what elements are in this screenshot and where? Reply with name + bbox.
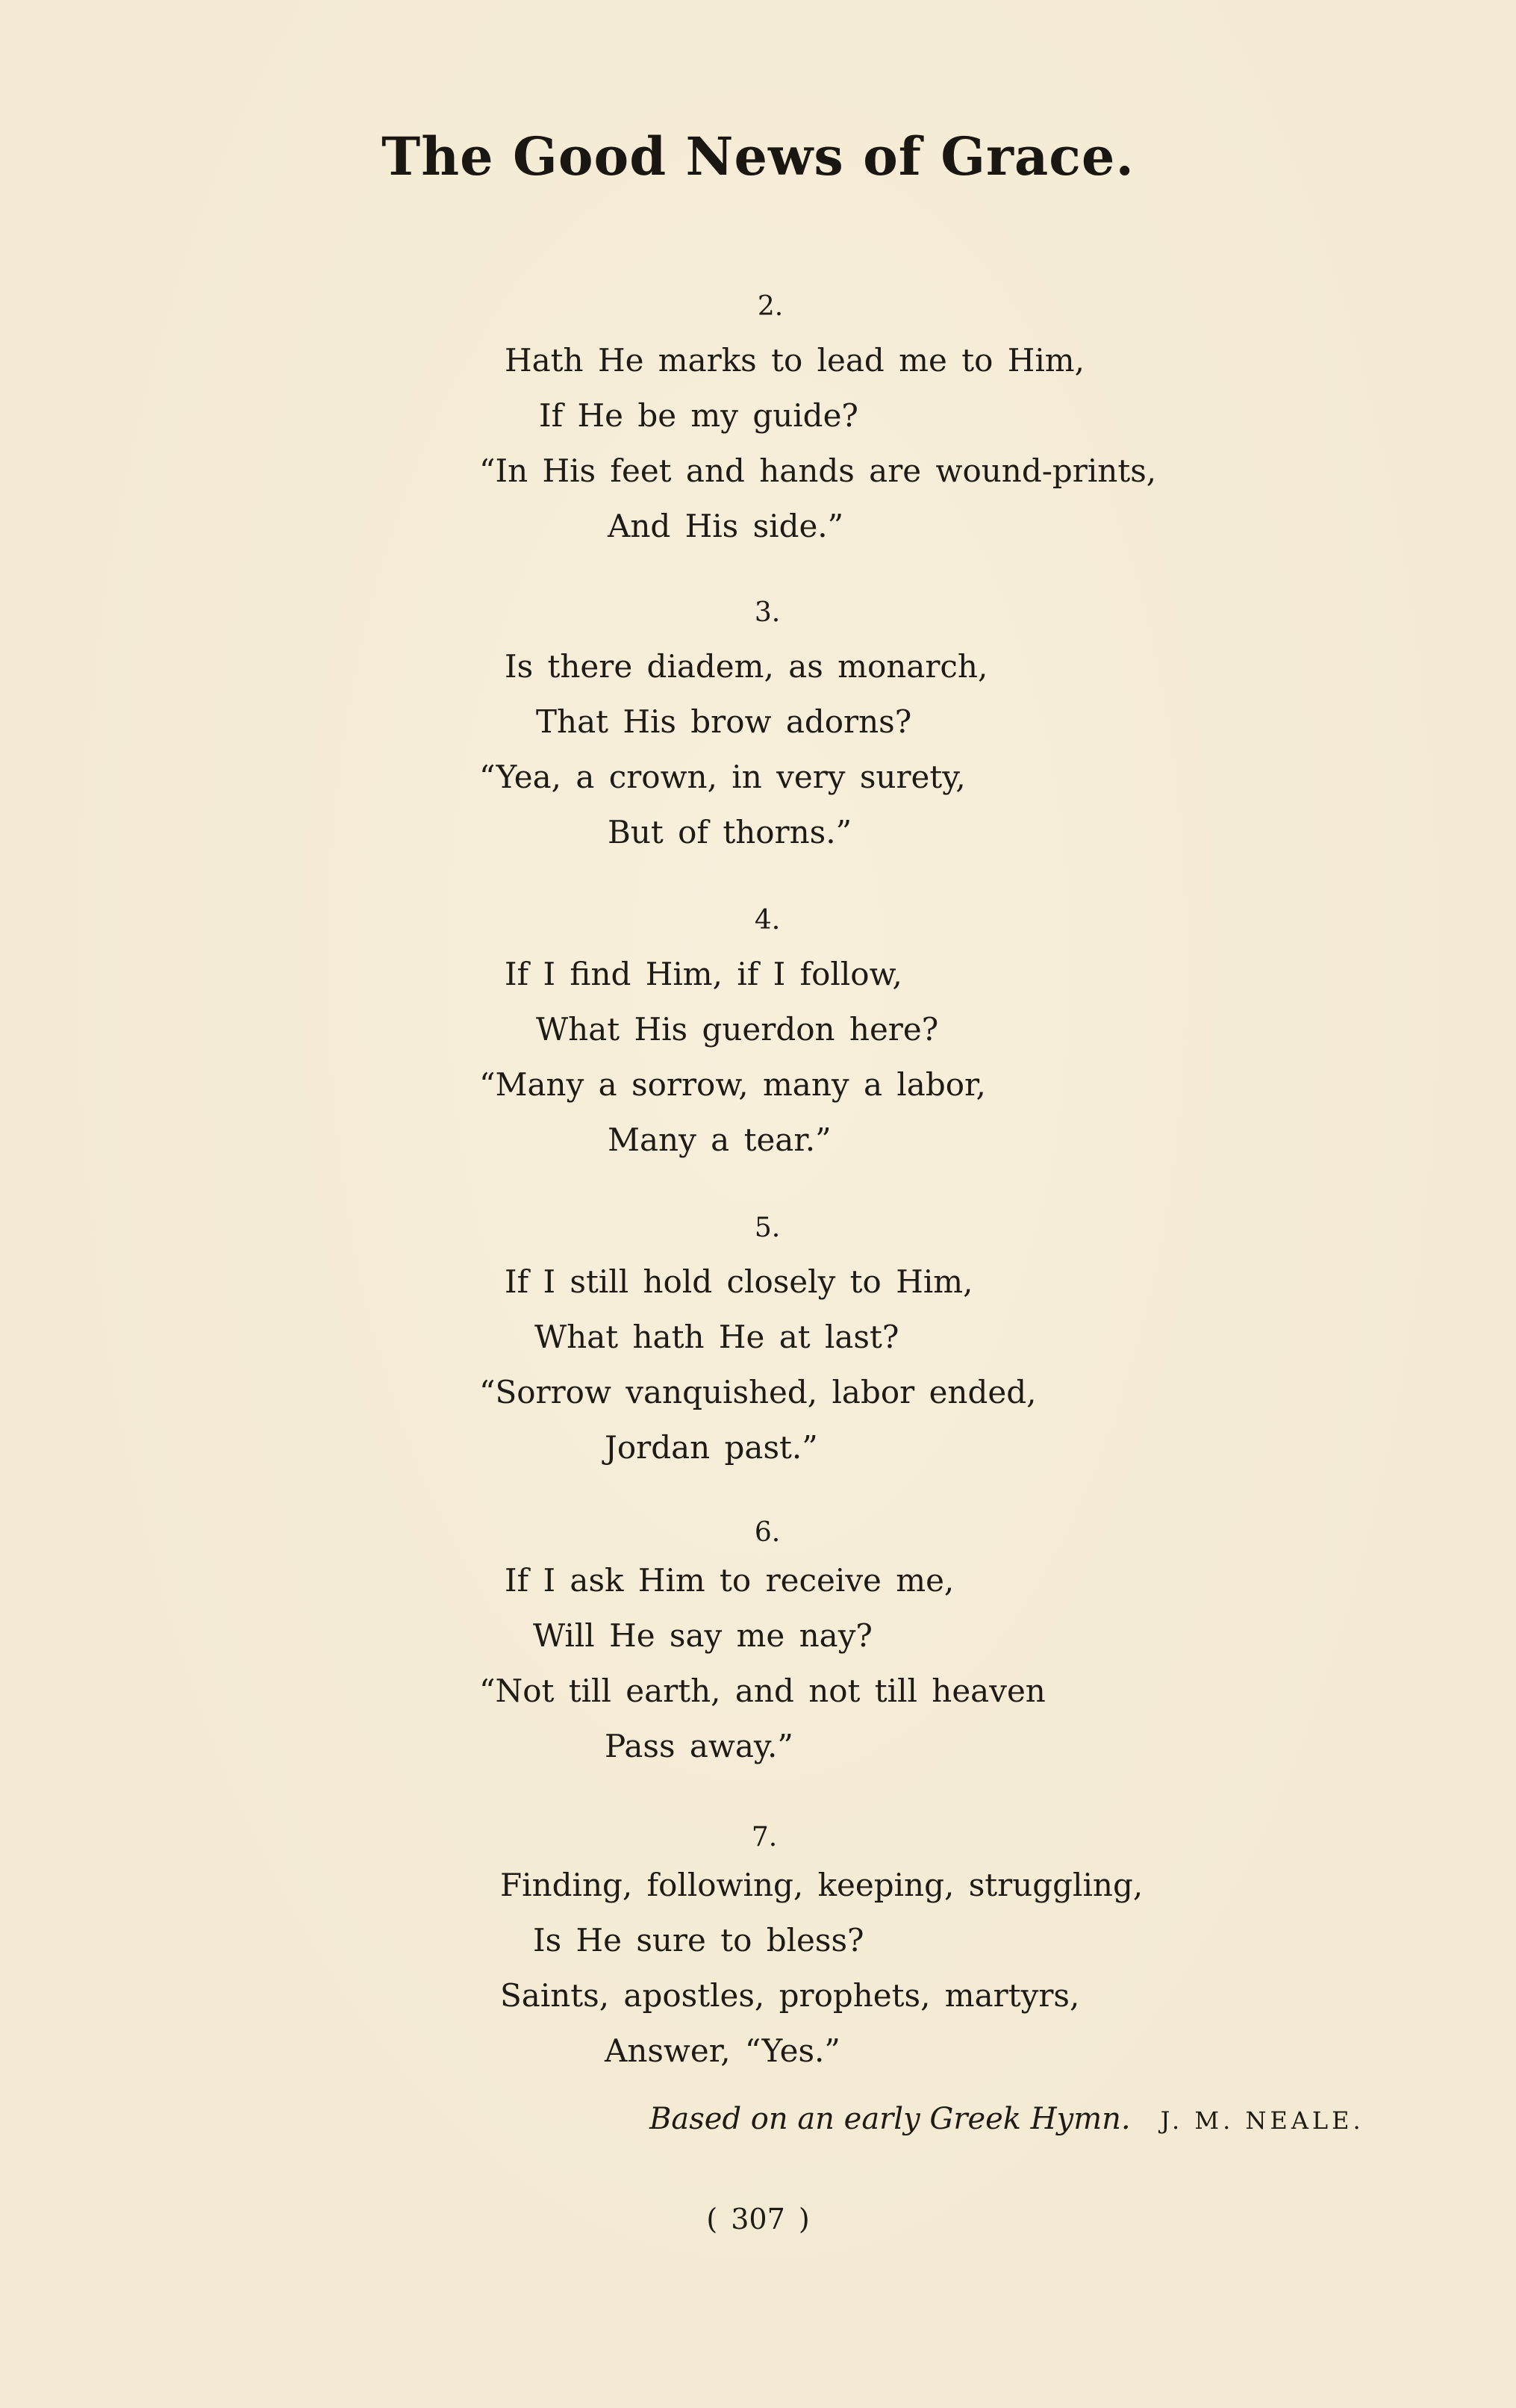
stanza-line: Finding, following, keeping, struggling, <box>500 1867 1144 1903</box>
stanza-line: Pass away.” <box>605 1728 793 1764</box>
attribution-author: J. M. NEALE. <box>1160 2106 1364 2135</box>
page-title: The Good News of Grace. <box>381 125 1135 187</box>
hymn-attribution <box>649 2102 1364 2136</box>
stanza-line: Jordan past.” <box>605 1429 818 1466</box>
stanza-line: But of thorns.” <box>608 814 852 850</box>
stanza-number: 4. <box>754 905 781 936</box>
stanza-line: And His side.” <box>608 508 844 544</box>
stanza-line: If I still hold closely to Him, <box>505 1263 973 1300</box>
stanza-line: Is there diadem, as monarch, <box>505 648 988 685</box>
stanza-number: 5. <box>754 1213 781 1243</box>
stanza-number: 6. <box>754 1517 781 1548</box>
stanza-line: Will He say me nay? <box>533 1617 873 1654</box>
stanza-line: “Not till earth, and not till heaven <box>479 1673 1046 1709</box>
stanza-line: Is He sure to bless? <box>533 1922 864 1959</box>
stanza-line: Hath He marks to lead me to Him, <box>505 342 1085 379</box>
stanza-line: “In His feet and hands are wound-prints, <box>479 452 1157 489</box>
stanza-line: “Yea, a crown, in very surety, <box>479 759 966 795</box>
stanza-line: Many a tear.” <box>608 1121 832 1158</box>
stanza-line: Saints, apostles, prophets, martyrs, <box>500 1977 1080 2014</box>
stanza-line: What hath He at last? <box>534 1319 899 1355</box>
stanza-line: Answer, “Yes.” <box>605 2032 840 2069</box>
stanza-number: 7. <box>751 1822 778 1852</box>
stanza-number: 3. <box>754 597 781 628</box>
page-number: ( 307 ) <box>706 2203 810 2236</box>
stanza-line: If I ask Him to receive me, <box>505 1562 955 1599</box>
attribution-source: Based on an early Greek Hymn. <box>649 2102 1131 2136</box>
stanza-line: What His guerdon here? <box>536 1011 939 1048</box>
stanza-line: “Sorrow vanquished, labor ended, <box>479 1374 1037 1410</box>
stanza-line: “Many a sorrow, many a labor, <box>479 1066 986 1103</box>
stanza-line: If I find Him, if I follow, <box>505 956 902 992</box>
stanza-number: 2. <box>757 291 784 322</box>
stanza-line: If He be my guide? <box>539 397 858 434</box>
stanza-line: That His brow adorns? <box>536 703 912 740</box>
